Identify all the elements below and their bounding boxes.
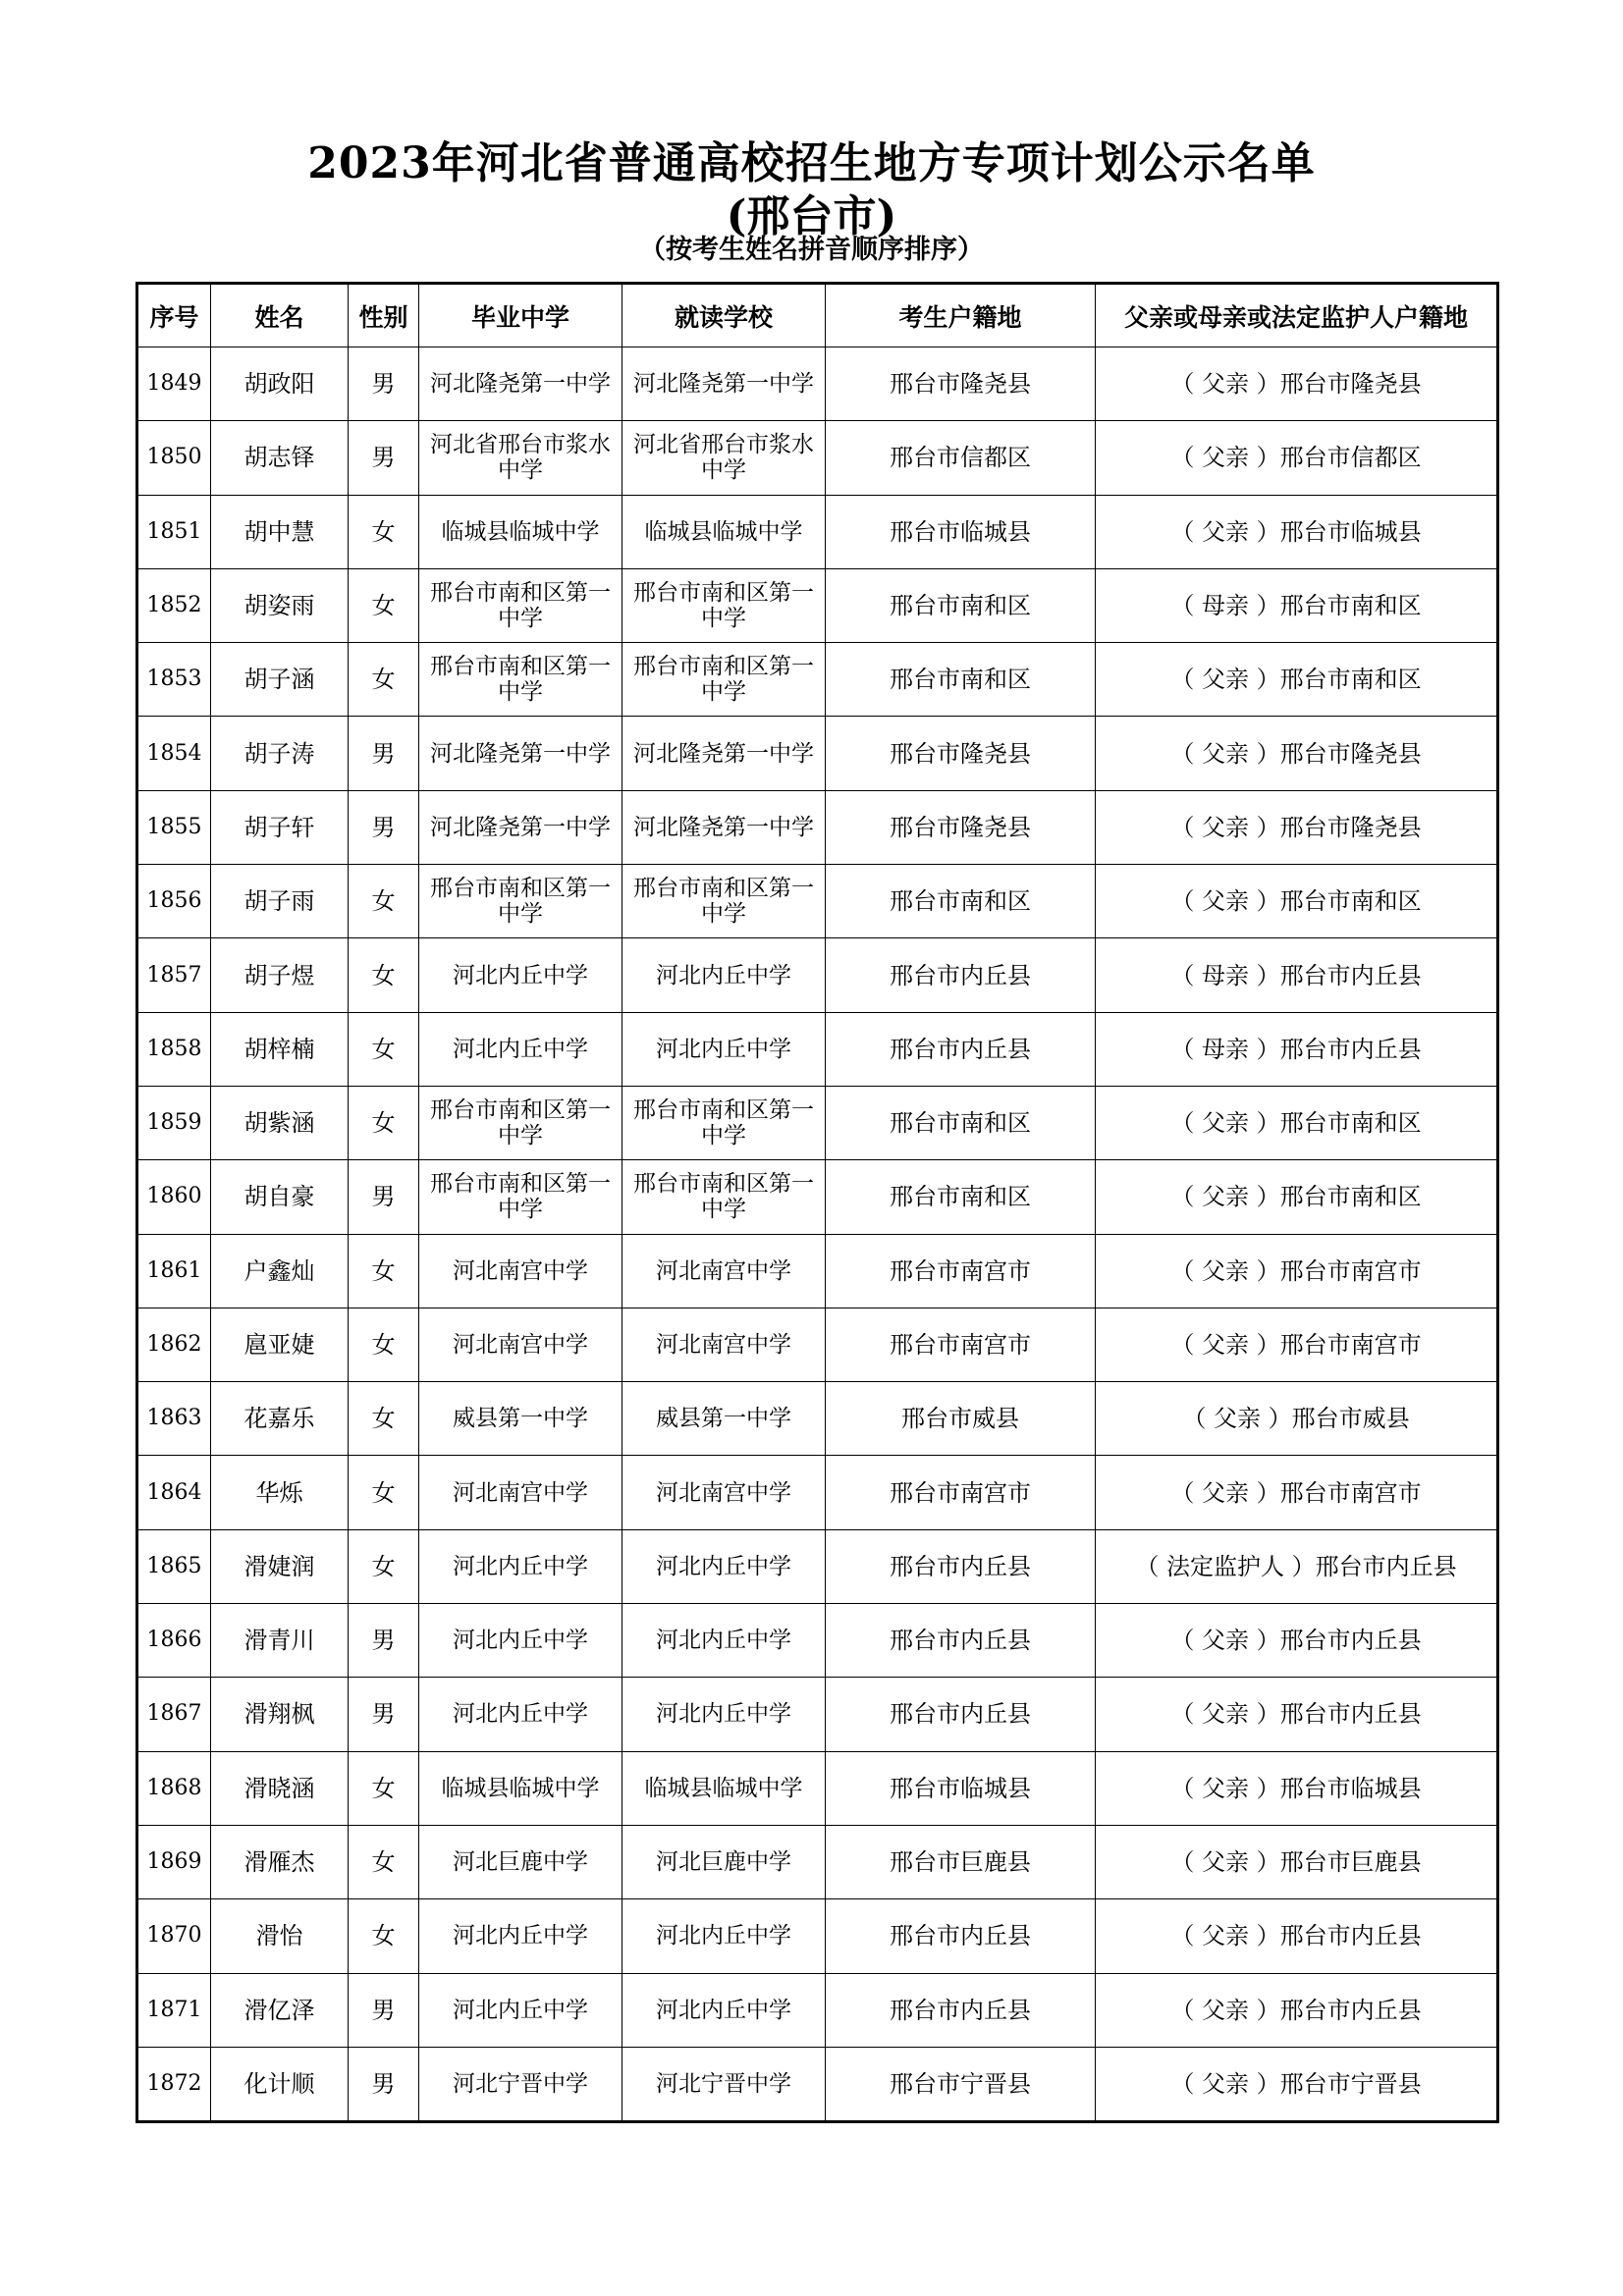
student-name-cell: 胡中慧: [211, 495, 349, 568]
seq-cell: 1854: [137, 717, 211, 790]
guardian-residence-cell: （ 父亲 ）邢台市内丘县: [1096, 1678, 1498, 1751]
current-school-cell: 河北隆尧第一中学: [622, 717, 826, 790]
residence-cell: 邢台市宁晋县: [826, 2047, 1096, 2121]
gender-cell: 女: [349, 1751, 419, 1825]
current-school-cell: 河北内丘中学: [622, 1012, 826, 1086]
grad-school-cell: 河北巨鹿中学: [419, 1825, 622, 1898]
gender-cell: 女: [349, 1086, 419, 1159]
header-name: 姓名: [211, 284, 349, 347]
guardian-residence-cell: （ 父亲 ）邢台市南和区: [1096, 1086, 1498, 1159]
seq-cell: 1851: [137, 495, 211, 568]
guardian-residence-cell: （ 父亲 ）邢台市内丘县: [1096, 1973, 1498, 2047]
residence-cell: 邢台市威县: [826, 1382, 1096, 1456]
seq-cell: 1858: [137, 1012, 211, 1086]
current-school-cell: 河北内丘中学: [622, 1529, 826, 1603]
residence-cell: 邢台市内丘县: [826, 1973, 1096, 2047]
residence-cell: 邢台市内丘县: [826, 1678, 1096, 1751]
table-row: [137, 1678, 1498, 1751]
table-row: [137, 865, 1498, 938]
table-row: [137, 1604, 1498, 1678]
student-name-cell: 化计顺: [211, 2047, 349, 2121]
guardian-residence-cell: （ 父亲 ）邢台市内丘县: [1096, 1899, 1498, 1973]
grad-school-cell: 河北南宫中学: [419, 1456, 622, 1529]
seq-cell: 1862: [137, 1308, 211, 1381]
seq-cell: 1872: [137, 2047, 211, 2121]
guardian-residence-cell: （ 父亲 ）邢台市南和区: [1096, 865, 1498, 938]
seq-cell: 1867: [137, 1678, 211, 1751]
current-school-cell: 河北南宫中学: [622, 1234, 826, 1308]
grad-school-cell: 河北内丘中学: [419, 1604, 622, 1678]
current-school-cell: 邢台市南和区第一中学: [622, 865, 826, 938]
student-name-cell: 户鑫灿: [211, 1234, 349, 1308]
gender-cell: 女: [349, 1308, 419, 1381]
gender-cell: 女: [349, 865, 419, 938]
student-name-cell: 胡梓楠: [211, 1012, 349, 1086]
student-name-cell: 滑雁杰: [211, 1825, 349, 1898]
current-school-cell: 河北隆尧第一中学: [622, 347, 826, 421]
gender-cell: 女: [349, 643, 419, 717]
current-school-cell: 河北宁晋中学: [622, 2047, 826, 2121]
guardian-residence-cell: （ 父亲 ）邢台市南宫市: [1096, 1456, 1498, 1529]
guardian-residence-cell: （ 父亲 ）邢台市巨鹿县: [1096, 1825, 1498, 1898]
grad-school-cell: 河北隆尧第一中学: [419, 790, 622, 864]
current-school-cell: 河北省邢台市浆水中学: [622, 421, 826, 495]
gender-cell: 男: [349, 421, 419, 495]
seq-cell: 1861: [137, 1234, 211, 1308]
grad-school-cell: 河北内丘中学: [419, 1973, 622, 2047]
grad-school-cell: 河北南宫中学: [419, 1234, 622, 1308]
current-school-cell: 河北内丘中学: [622, 1678, 826, 1751]
seq-cell: 1859: [137, 1086, 211, 1159]
guardian-residence-cell: （ 父亲 ）邢台市威县: [1096, 1382, 1498, 1456]
current-school-cell: 河北内丘中学: [622, 1973, 826, 2047]
gender-cell: 男: [349, 717, 419, 790]
residence-cell: 邢台市南和区: [826, 643, 1096, 717]
residence-cell: 邢台市内丘县: [826, 1012, 1096, 1086]
seq-cell: 1868: [137, 1751, 211, 1825]
table-row: [137, 421, 1498, 495]
grad-school-cell: 邢台市南和区第一中学: [419, 643, 622, 717]
grad-school-cell: 威县第一中学: [419, 1382, 622, 1456]
current-school-cell: 河北内丘中学: [622, 1604, 826, 1678]
guardian-residence-cell: （ 父亲 ）邢台市隆尧县: [1096, 347, 1498, 421]
seq-cell: 1863: [137, 1382, 211, 1456]
residence-cell: 邢台市临城县: [826, 495, 1096, 568]
header-row: [137, 284, 1498, 347]
document-city: (邢台市): [726, 191, 897, 241]
guardian-residence-cell: （ 父亲 ）邢台市临城县: [1096, 495, 1498, 568]
table-row: [137, 1012, 1498, 1086]
current-school-cell: 邢台市南和区第一中学: [622, 568, 826, 642]
seq-cell: 1853: [137, 643, 211, 717]
table-row: [137, 1825, 1498, 1898]
residence-cell: 邢台市南宫市: [826, 1456, 1096, 1529]
student-name-cell: 滑怡: [211, 1899, 349, 1973]
residence-cell: 邢台市南和区: [826, 1160, 1096, 1234]
grad-school-cell: 河北内丘中学: [419, 1529, 622, 1603]
guardian-residence-cell: （ 父亲 ）邢台市南宫市: [1096, 1308, 1498, 1381]
student-name-cell: 扈亚婕: [211, 1308, 349, 1381]
residence-cell: 邢台市南宫市: [826, 1234, 1096, 1308]
guardian-residence-cell: （ 父亲 ）邢台市南宫市: [1096, 1234, 1498, 1308]
student-name-cell: 胡自豪: [211, 1160, 349, 1234]
seq-cell: 1865: [137, 1529, 211, 1603]
table-row: [137, 568, 1498, 642]
student-name-cell: 胡子雨: [211, 865, 349, 938]
grad-school-cell: 邢台市南和区第一中学: [419, 1160, 622, 1234]
gender-cell: 男: [349, 790, 419, 864]
grad-school-cell: 邢台市南和区第一中学: [419, 568, 622, 642]
table-row: [137, 1160, 1498, 1234]
current-school-cell: 临城县临城中学: [622, 1751, 826, 1825]
guardian-residence-cell: （ 母亲 ）邢台市内丘县: [1096, 938, 1498, 1012]
table-row: [137, 1086, 1498, 1159]
grad-school-cell: 河北宁晋中学: [419, 2047, 622, 2121]
gender-cell: 女: [349, 568, 419, 642]
gender-cell: 女: [349, 1382, 419, 1456]
gender-cell: 男: [349, 2047, 419, 2121]
current-school-cell: 河北巨鹿中学: [622, 1825, 826, 1898]
gender-cell: 女: [349, 1012, 419, 1086]
table-row: [137, 495, 1498, 568]
seq-cell: 1857: [137, 938, 211, 1012]
grad-school-cell: 河北内丘中学: [419, 1899, 622, 1973]
seq-cell: 1849: [137, 347, 211, 421]
table-row: [137, 1456, 1498, 1529]
residence-cell: 邢台市南和区: [826, 1086, 1096, 1159]
current-school-cell: 邢台市南和区第一中学: [622, 643, 826, 717]
student-name-cell: 胡政阳: [211, 347, 349, 421]
roster-table-body: [137, 347, 1498, 2122]
student-name-cell: 滑亿泽: [211, 1973, 349, 2047]
residence-cell: 邢台市南和区: [826, 568, 1096, 642]
header-seq: 序号: [137, 284, 211, 347]
gender-cell: 男: [349, 1604, 419, 1678]
guardian-residence-cell: （ 父亲 ）邢台市临城县: [1096, 1751, 1498, 1825]
seq-cell: 1866: [137, 1604, 211, 1678]
grad-school-cell: 邢台市南和区第一中学: [419, 865, 622, 938]
grad-school-cell: 邢台市南和区第一中学: [419, 1086, 622, 1159]
seq-cell: 1852: [137, 568, 211, 642]
grad-school-cell: 河北省邢台市浆水中学: [419, 421, 622, 495]
table-row: [137, 1308, 1498, 1381]
residence-cell: 邢台市内丘县: [826, 1529, 1096, 1603]
student-name-cell: 胡子轩: [211, 790, 349, 864]
header-current-school: 就读学校: [622, 284, 826, 347]
gender-cell: 女: [349, 1456, 419, 1529]
gender-cell: 女: [349, 1825, 419, 1898]
current-school-cell: 河北南宫中学: [622, 1308, 826, 1381]
seq-cell: 1864: [137, 1456, 211, 1529]
table-row: [137, 1529, 1498, 1603]
table-row: [137, 1899, 1498, 1973]
gender-cell: 男: [349, 1973, 419, 2047]
guardian-residence-cell: （ 母亲 ）邢台市内丘县: [1096, 1012, 1498, 1086]
guardian-residence-cell: （ 父亲 ）邢台市南和区: [1096, 1160, 1498, 1234]
seq-cell: 1856: [137, 865, 211, 938]
document-title: 2023年河北省普通高校招生地方专项计划公示名单: [307, 138, 1316, 188]
current-school-cell: 河北隆尧第一中学: [622, 790, 826, 864]
residence-cell: 邢台市信都区: [826, 421, 1096, 495]
grad-school-cell: 临城县临城中学: [419, 1751, 622, 1825]
guardian-residence-cell: （ 父亲 ）邢台市南和区: [1096, 643, 1498, 717]
gender-cell: 女: [349, 1234, 419, 1308]
grad-school-cell: 河北隆尧第一中学: [419, 717, 622, 790]
student-name-cell: 滑翔枫: [211, 1678, 349, 1751]
residence-cell: 邢台市内丘县: [826, 938, 1096, 1012]
student-name-cell: 花嘉乐: [211, 1382, 349, 1456]
gender-cell: 女: [349, 1529, 419, 1603]
roster-table-header: [137, 284, 1498, 347]
seq-cell: 1860: [137, 1160, 211, 1234]
header-guardian-residence: 父亲或母亲或法定监护人户籍地: [1096, 284, 1498, 347]
student-name-cell: 滑婕润: [211, 1529, 349, 1603]
student-name-cell: 胡姿雨: [211, 568, 349, 642]
residence-cell: 邢台市隆尧县: [826, 790, 1096, 864]
table-row: [137, 347, 1498, 421]
student-name-cell: 胡子煜: [211, 938, 349, 1012]
residence-cell: 邢台市内丘县: [826, 1899, 1096, 1973]
guardian-residence-cell: （ 父亲 ）邢台市内丘县: [1096, 1604, 1498, 1678]
gender-cell: 男: [349, 1678, 419, 1751]
guardian-residence-cell: （ 父亲 ）邢台市信都区: [1096, 421, 1498, 495]
guardian-residence-cell: （ 父亲 ）邢台市宁晋县: [1096, 2047, 1498, 2121]
current-school-cell: 邢台市南和区第一中学: [622, 1160, 826, 1234]
gender-cell: 女: [349, 495, 419, 568]
current-school-cell: 邢台市南和区第一中学: [622, 1086, 826, 1159]
current-school-cell: 威县第一中学: [622, 1382, 826, 1456]
residence-cell: 邢台市巨鹿县: [826, 1825, 1096, 1898]
student-name-cell: 华烁: [211, 1456, 349, 1529]
seq-cell: 1855: [137, 790, 211, 864]
seq-cell: 1870: [137, 1899, 211, 1973]
grad-school-cell: 临城县临城中学: [419, 495, 622, 568]
student-name-cell: 胡子涛: [211, 717, 349, 790]
guardian-residence-cell: （ 母亲 ）邢台市南和区: [1096, 568, 1498, 642]
residence-cell: 邢台市内丘县: [826, 1604, 1096, 1678]
residence-cell: 邢台市隆尧县: [826, 347, 1096, 421]
roster-table: [135, 282, 1499, 2123]
student-name-cell: 胡志铎: [211, 421, 349, 495]
guardian-residence-cell: （ 父亲 ）邢台市隆尧县: [1096, 717, 1498, 790]
grad-school-cell: 河北内丘中学: [419, 1012, 622, 1086]
gender-cell: 男: [349, 347, 419, 421]
table-row: [137, 1382, 1498, 1456]
table-row: [137, 790, 1498, 864]
table-row: [137, 2047, 1498, 2121]
header-gender: 性别: [349, 284, 419, 347]
header-grad-school: 毕业中学: [419, 284, 622, 347]
seq-cell: 1850: [137, 421, 211, 495]
seq-cell: 1871: [137, 1973, 211, 2047]
table-row: [137, 1973, 1498, 2047]
table-row: [137, 938, 1498, 1012]
student-name-cell: 胡紫涵: [211, 1086, 349, 1159]
table-row: [137, 717, 1498, 790]
residence-cell: 邢台市临城县: [826, 1751, 1096, 1825]
residence-cell: 邢台市隆尧县: [826, 717, 1096, 790]
grad-school-cell: 河北内丘中学: [419, 1678, 622, 1751]
student-name-cell: 滑晓涵: [211, 1751, 349, 1825]
gender-cell: 女: [349, 1899, 419, 1973]
residence-cell: 邢台市南和区: [826, 865, 1096, 938]
table-row: [137, 1751, 1498, 1825]
seq-cell: 1869: [137, 1825, 211, 1898]
gender-cell: 女: [349, 938, 419, 1012]
residence-cell: 邢台市南宫市: [826, 1308, 1096, 1381]
grad-school-cell: 河北内丘中学: [419, 938, 622, 1012]
student-name-cell: 胡子涵: [211, 643, 349, 717]
grad-school-cell: 河北隆尧第一中学: [419, 347, 622, 421]
document-sort-note: （按考生姓名拼音顺序排序）: [639, 235, 984, 265]
gender-cell: 男: [349, 1160, 419, 1234]
current-school-cell: 河北内丘中学: [622, 1899, 826, 1973]
grad-school-cell: 河北南宫中学: [419, 1308, 622, 1381]
student-name-cell: 滑青川: [211, 1604, 349, 1678]
table-row: [137, 643, 1498, 717]
current-school-cell: 河北内丘中学: [622, 938, 826, 1012]
current-school-cell: 临城县临城中学: [622, 495, 826, 568]
header-residence: 考生户籍地: [826, 284, 1096, 347]
table-row: [137, 1234, 1498, 1308]
guardian-residence-cell: （ 父亲 ）邢台市隆尧县: [1096, 790, 1498, 864]
current-school-cell: 河北南宫中学: [622, 1456, 826, 1529]
guardian-residence-cell: （ 法定监护人 ）邢台市内丘县: [1096, 1529, 1498, 1603]
